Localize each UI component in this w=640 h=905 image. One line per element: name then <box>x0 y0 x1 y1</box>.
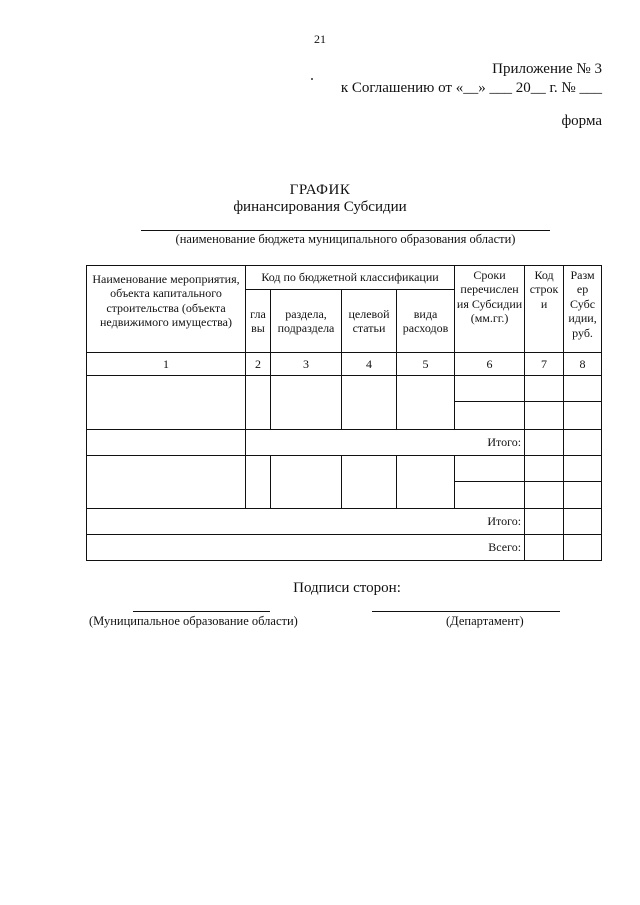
header-transfer-dates: Сроки перечислен ия Субсидии (мм.гг.) <box>455 266 525 353</box>
subtotal-row <box>87 509 602 535</box>
subtotal-label: Итого: <box>246 430 525 456</box>
cell-empty <box>525 376 564 402</box>
header-chapter: гла вы <box>246 290 271 353</box>
header-event-name: Наименование мероприятия, объекта капитального строительства (объекта недвижимого имущества) <box>87 266 246 353</box>
signature-line-department <box>372 611 560 612</box>
signature-caption-department: (Департамент) <box>446 614 524 628</box>
cell-empty <box>525 456 564 482</box>
cell-empty <box>564 509 602 535</box>
document-subtitle: финансирования Субсидии <box>233 199 407 215</box>
column-number: 7 <box>525 353 564 376</box>
cell-empty <box>246 456 271 509</box>
column-number: 1 <box>87 353 246 376</box>
cell-empty <box>455 402 525 430</box>
cell-empty <box>271 376 342 430</box>
table-row <box>87 376 602 402</box>
cell-empty <box>564 376 602 402</box>
budget-name-line <box>141 230 550 231</box>
appendix-agreement-ref: к Соглашению от «__» ___ 20__ г. № ___ <box>340 80 602 96</box>
cell-empty <box>455 482 525 509</box>
column-number: 5 <box>397 353 455 376</box>
cell-empty <box>525 482 564 509</box>
cell-empty <box>525 509 564 535</box>
cell-empty <box>525 402 564 430</box>
subtotal-row <box>87 430 602 456</box>
scan-dot <box>311 78 313 80</box>
column-number: 4 <box>342 353 397 376</box>
subtotal-label: Итого: <box>87 509 525 535</box>
document-title: ГРАФИК <box>289 182 351 198</box>
cell-empty <box>455 456 525 482</box>
signature-caption-municipality: (Муниципальное образование области) <box>89 614 298 628</box>
cell-empty <box>397 456 455 509</box>
signature-line-municipality <box>133 611 270 612</box>
header-expense-type: вида расходов <box>397 290 455 353</box>
signatures-title: Подписи сторон: <box>293 580 401 596</box>
form-label: форма <box>561 113 602 129</box>
cell-empty <box>564 402 602 430</box>
header-section: раздела, подраздела <box>271 290 342 353</box>
column-number: 8 <box>564 353 602 376</box>
header-subsidy-amount: Разм ер Субс идии, руб. <box>564 266 602 353</box>
header-target-article: целевой статьи <box>342 290 397 353</box>
page-number: 21 <box>314 32 326 46</box>
appendix-number: Приложение № 3 <box>492 61 602 77</box>
column-number: 6 <box>455 353 525 376</box>
cell-empty <box>246 376 271 430</box>
cell-empty <box>342 456 397 509</box>
grand-total-row <box>87 535 602 561</box>
cell-empty <box>455 376 525 402</box>
cell-empty <box>564 482 602 509</box>
financing-schedule-table <box>86 265 602 561</box>
grand-total-label: Всего: <box>87 535 525 561</box>
cell-empty <box>564 430 602 456</box>
cell-empty <box>525 535 564 561</box>
cell-empty <box>564 456 602 482</box>
cell-empty <box>87 430 246 456</box>
cell-empty <box>397 376 455 430</box>
header-line-code: Код строк и <box>525 266 564 353</box>
header-budget-classification: Код по бюджетной классификации <box>246 266 455 290</box>
table-row <box>87 456 602 482</box>
cell-empty <box>271 456 342 509</box>
column-number: 2 <box>246 353 271 376</box>
column-numbers-row <box>87 353 602 376</box>
cell-empty <box>342 376 397 430</box>
cell-empty <box>87 456 246 509</box>
cell-empty <box>525 430 564 456</box>
budget-name-caption: (наименование бюджета муниципального образования области) <box>175 232 516 246</box>
cell-empty <box>87 376 246 430</box>
cell-empty <box>564 535 602 561</box>
column-number: 3 <box>271 353 342 376</box>
